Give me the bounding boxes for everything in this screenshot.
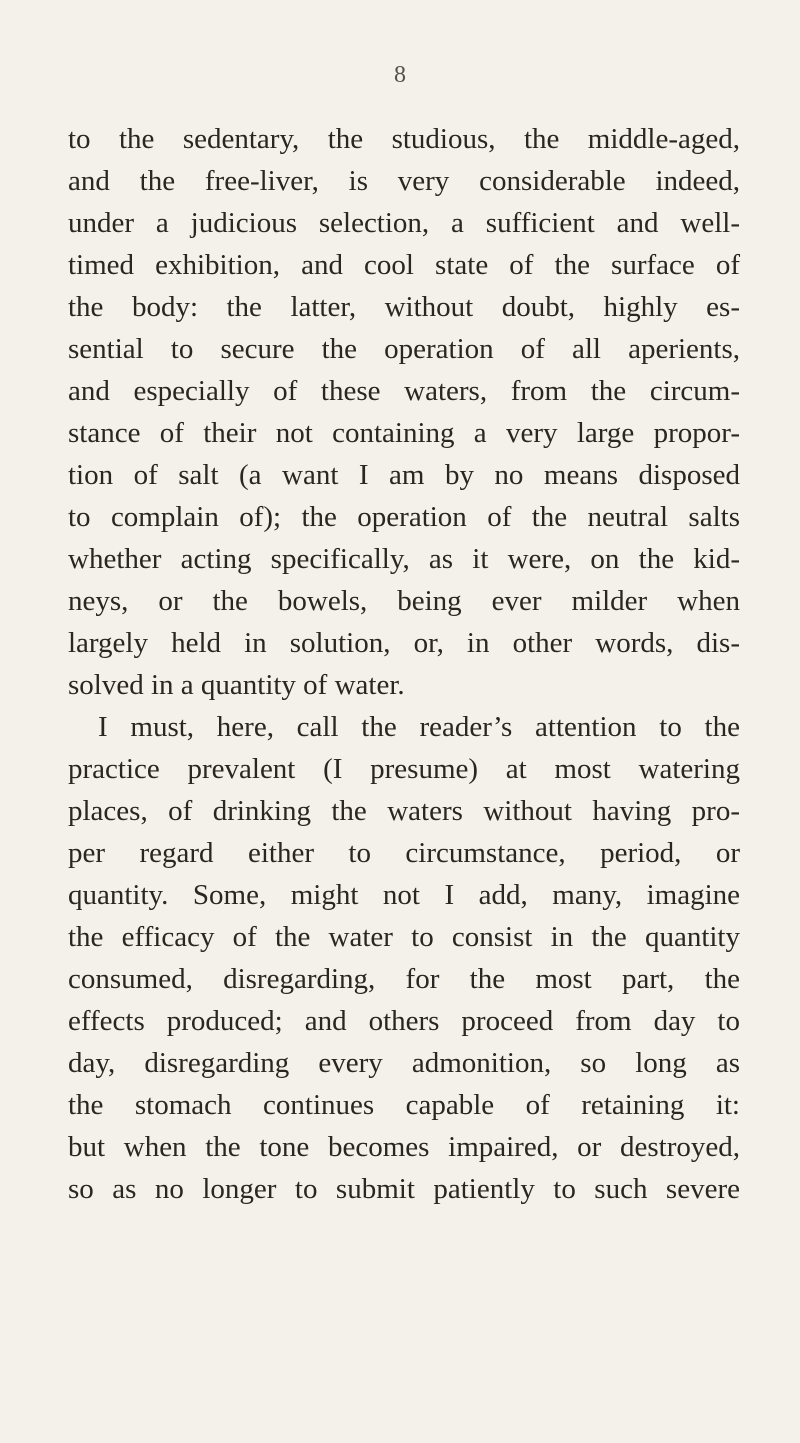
text-line: effects produced; and others proceed from day to: [68, 1005, 740, 1037]
text-line: sential to secure the operation of all aperients,: [68, 333, 740, 365]
text-line: practice prevalent (I presume) at most watering: [68, 753, 740, 785]
text-line: to complain of); the operation of the neutral salts: [68, 501, 740, 533]
text-line: the body: the latter, without doubt, highly es-: [68, 291, 740, 323]
text-line: places, of drinking the waters without having pro-: [68, 795, 740, 827]
text-line: stance of their not containing a very large propor-: [68, 417, 740, 449]
text-line: the stomach continues capable of retaining it:: [68, 1089, 740, 1121]
text-line: tion of salt (a want I am by no means disposed: [68, 459, 740, 491]
text-line: whether acting specifically, as it were, on the kid-: [68, 543, 740, 575]
text-line: so as no longer to submit patiently to such severe: [68, 1173, 740, 1205]
text-line: under a judicious selection, a sufficient and well-: [68, 207, 740, 239]
text-line: and the free-liver, is very considerable indeed,: [68, 165, 740, 197]
text-line: per regard either to circumstance, period, or: [68, 837, 740, 869]
text-line: quantity. Some, might not I add, many, imagine: [68, 879, 740, 911]
text-line: the efficacy of the water to consist in the quantity: [68, 921, 740, 953]
text-line-paragraph-start: I must, here, call the reader’s attention to the: [98, 711, 740, 743]
text-line-paragraph-end: solved in a quantity of water.: [68, 669, 405, 701]
text-line: to the sedentary, the studious, the middle-aged,: [68, 123, 740, 155]
text-line: neys, or the bowels, being ever milder when: [68, 585, 740, 617]
text-line: day, disregarding every admonition, so long as: [68, 1047, 740, 1079]
text-line: but when the tone becomes impaired, or destroyed,: [68, 1131, 740, 1163]
text-line: and especially of these waters, from the circum-: [68, 375, 740, 407]
text-line: largely held in solution, or, in other words, dis-: [68, 627, 740, 659]
text-line: timed exhibition, and cool state of the surface of: [68, 249, 740, 281]
text-line: consumed, disregarding, for the most part, the: [68, 963, 740, 995]
body-text: [68, 118, 740, 1210]
page-number: 8: [394, 62, 406, 88]
